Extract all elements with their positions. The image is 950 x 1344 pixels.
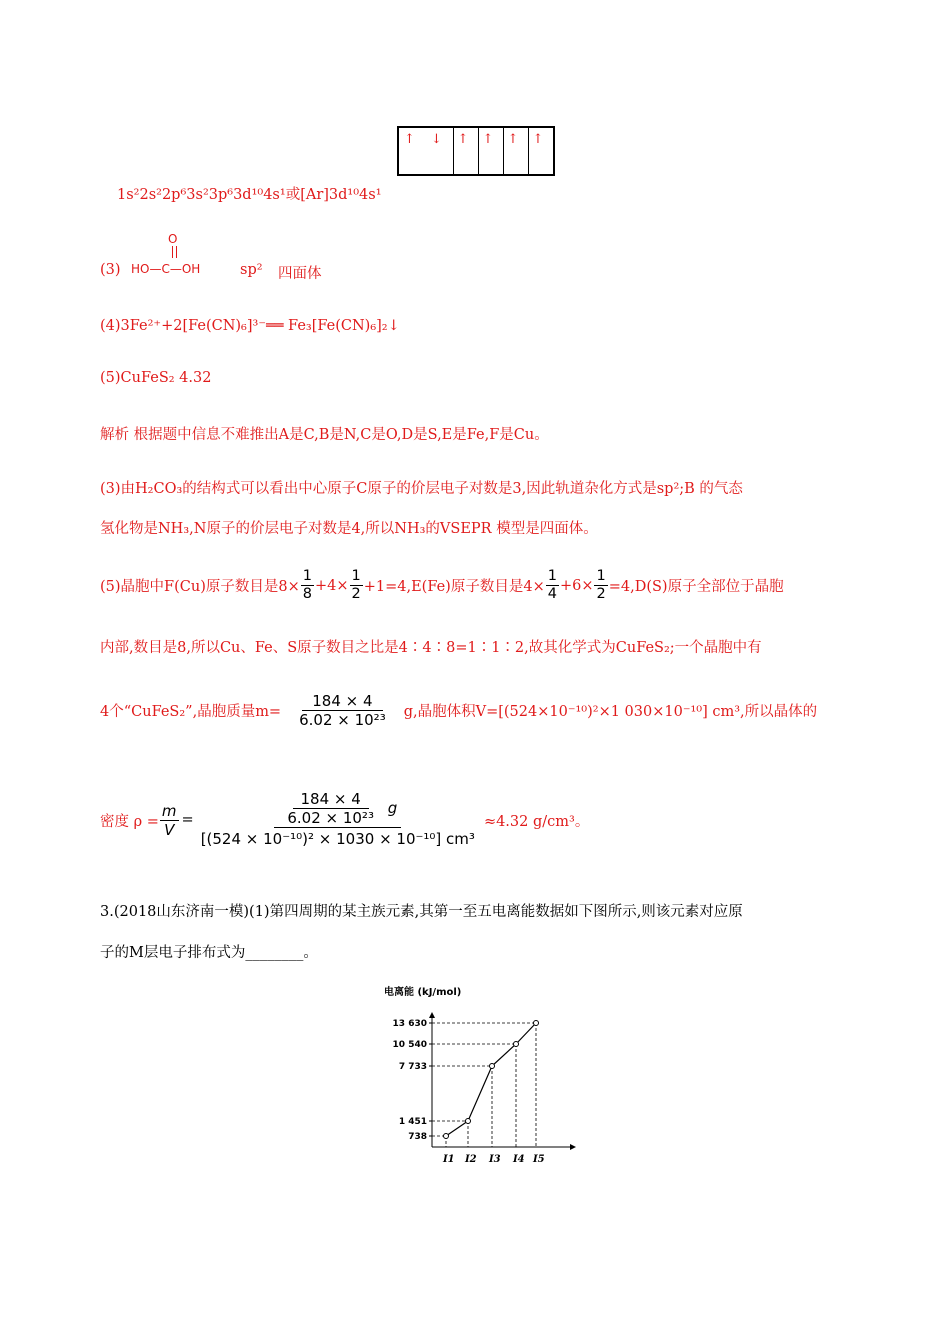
x-axis-arrow [570,1144,576,1150]
q3-label: (3) [100,262,121,278]
x-tick-label: I3 [489,1154,501,1165]
fraction [301,568,314,604]
denominator: 6.02 × 10²³ [287,809,374,827]
p5-text: +6× [559,577,594,594]
x-tick-label: I5 [533,1154,545,1165]
data-point [514,1042,519,1047]
fraction [350,568,363,604]
data-point [490,1064,495,1069]
x-tick-label: I4 [513,1154,525,1165]
p5-text: 4个“CuFeS₂”,晶胞质量m= [100,704,282,720]
p5-text: +1=4,E(Fe)原子数目是4× [363,579,545,596]
density-fraction [197,790,479,850]
y-tick-label: 13 630 [392,1019,427,1029]
y-tick-label: 7 733 [398,1062,427,1072]
hybridization: sp² [240,262,263,278]
carbonic-acid-formula: HO—C—OH [131,262,201,276]
denominator: [(524 × 10⁻¹⁰)² × 1030 × 10⁻¹⁰] cm³ [200,830,475,848]
ionization-chart [380,1010,580,1170]
question-3-line1: 3.(2018山东济南一模)(1)第四周期的某主族元素,其第一至五电离能数据如下图所示,则该元素对应原 [100,904,743,920]
orbital-box: ↑ [532,132,550,147]
x-tick-label: I1 [443,1154,455,1165]
p5-line1 [100,568,784,604]
p5-text: =4,D(S)原子全部位于晶胞 [608,579,784,596]
rho-fraction [160,802,179,839]
p5-text: (5)晶胞中F(Cu)原子数目是8× [100,579,300,596]
density-label: 密度 ρ = [100,813,159,830]
denominator: 8 [302,586,312,603]
orbital-box: ↑ [454,128,479,174]
density-line: 密度 ρ = $\frac{m}{V}$ = $\frac{184 \times 4}{\text{6.02 × 10²³}}$ g [(524 × 10⁻¹⁰)² × 1030 × 10⁻¹⁰] cm³ ≈4.32 g/cm³。 [100,790,590,848]
numerator: 184 × 4 [302,692,382,711]
inner-fraction [279,790,382,827]
q5-answer: (5)CuFeS₂ 4.32 [100,370,212,386]
q4-equation: (4)3Fe²⁺+2[Fe(CN)₆]³⁻══ Fe₃[Fe(CN)₆]₂↓ [100,318,400,334]
denominator: V [164,820,175,839]
y-axis-arrow [429,1012,435,1018]
vsepr-shape: 四面体 [278,266,322,282]
series-line [446,1023,536,1136]
fraction [594,568,607,604]
p5-line2: 内部,数目是8,所以Cu、Fe、S原子数目之比是4∶4∶8=1∶1∶2,故其化学式为CuFeS₂;一个晶胞中有 [100,640,762,656]
data-point [444,1134,449,1139]
data-point [534,1021,539,1026]
double-bond-line [172,246,174,258]
fraction [546,568,559,604]
y-tick-label: 10 540 [392,1040,427,1050]
y-tick-label: 1 451 [398,1117,427,1127]
carbonyl-oxygen: O [168,232,178,246]
denominator: 4 [547,586,557,603]
denominator: 2 [596,586,606,603]
p5-text: +4× [314,577,349,594]
numerator: 1 [350,568,363,586]
p3-line2: 氢化物是NH₃,N原子的价层电子对数是4,所以NH₃的VSEPR 模型是四面体。 [100,521,598,537]
orbital-box: ↑ [504,128,529,174]
unit: g [387,799,398,817]
numerator [274,790,401,828]
chart-ylabel: 电离能 (kJ/mol) [384,987,462,998]
electron-configuration: 1s²2s²2p⁶3s²3p⁶3d¹⁰4s¹或[Ar]3d¹⁰4s¹ [117,187,382,203]
orbital-diagram [397,126,555,176]
double-bond-line [176,246,178,258]
data-point [466,1119,471,1124]
denominator: 2 [351,586,361,603]
numerator: m [161,801,177,820]
orbital-box: ↑ ↓ [399,128,454,174]
x-tick-label: I2 [465,1154,477,1165]
numerator: 1 [301,568,314,586]
numerator: 1 [594,568,607,586]
p3-line1: (3)由H₂CO₃的结构式可以看出中心原子C原子的价层电子对数是3,因此轨道杂化方式是sp²;B 的气态 [100,481,743,497]
numerator: 184 × 4 [293,790,369,809]
mass-fraction [289,692,396,729]
p5-text: g,晶胞体积V=[(524×10⁻¹⁰)²×1 030×10⁻¹⁰] cm³,所以晶体的 [403,704,818,720]
density-result: ≈4.32 g/cm³。 [483,813,590,830]
y-tick-label: 738 [408,1132,427,1142]
analysis-text: 解析 根据题中信息不难推出A是C,B是N,C是O,D是S,E是Fe,F是Cu。 [100,427,549,443]
question-3-line2: 子的M层电子排布式为________。 [100,945,318,961]
p5-line3 [100,692,817,729]
orbital-box: ↑ [479,128,504,174]
denominator: 6.02 × 10²³ [299,711,386,729]
numerator: 1 [546,568,559,586]
